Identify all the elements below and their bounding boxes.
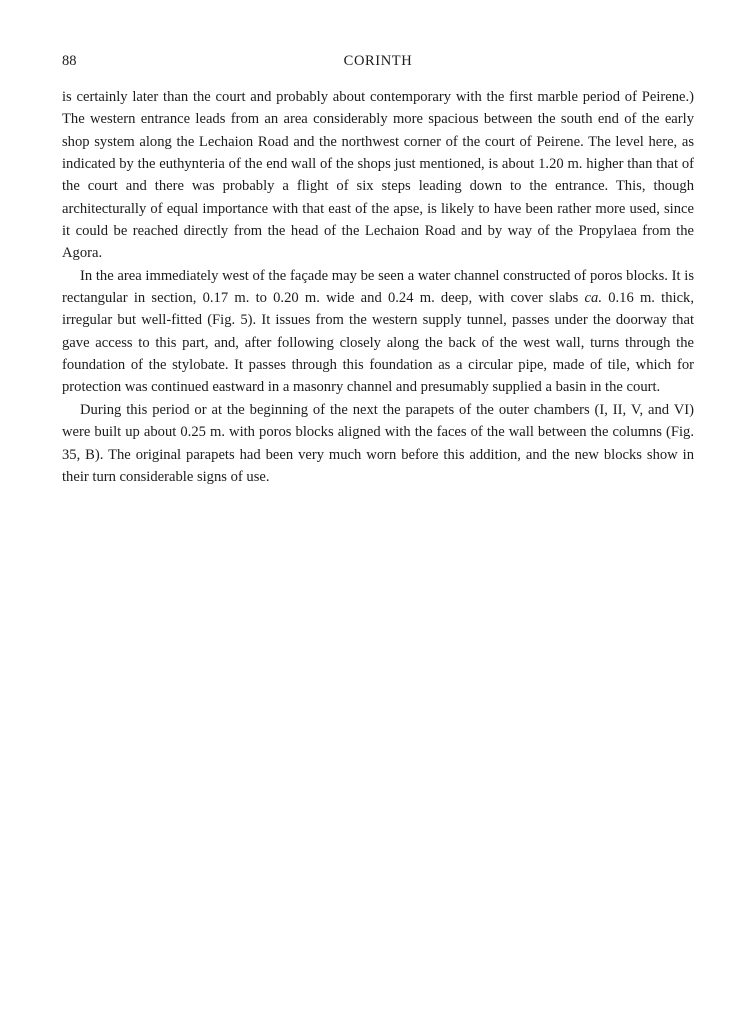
page-number: 88 [62,53,77,69]
paragraph-2-text-a: In the area immediately west of the façade may be seen a water channel constructed of poros blocks. It is rectangular in section, 0.17 m. to 0.20 m. wide and 0.24 m. deep, with cover slabs [62,267,694,307]
paragraph-1 [62,86,694,265]
paragraph-3 [62,399,694,488]
paragraph-2-text-b: 0.16 m. thick, irregular but well-fitted (Fig. 5). It issues from the western supply tunnel, passes under the doorway that gave access to this part, and, after following closely along the back of the west wall, turns through the foundation of the stylobate. It passes through this foundation as a circular pipe, made of tile, which for protection was continued eastward in a masonry channel and presumably supplied a basin in the court. [62,290,694,396]
paragraph-3-text: During this period or at the beginning of the next the parapets of the outer chambers (I, II, V, and VI) were built up about 0.25 m. with poros blocks aligned with the faces of the wall between the columns (Fig. 35, B). The original parapets had been very much worn before this addition, and the new blocks show in their turn considerable signs of use. [62,401,694,485]
running-head [62,52,694,74]
page [62,52,694,488]
body-text [62,86,694,488]
circa-abbreviation: ca. [584,290,602,307]
paragraph-1-text: is certainly later than the court and probably about contemporary with the first marble period of Peirene.) The western entrance leads from an area considerably more spacious between the south end of the early shop system along the Lechaion Road and the northwest corner of the court of Peirene. The level here, as indicated by the euthynteria of the end wall of the shops just mentioned, is about 1.20 m. higher than that of the court and there was probably a flight of six steps leading down to the entrance. This, though architecturally of equal importance with that east of the apse, is likely to have been rather more used, since it could be reached directly from the head of the Lechaion Road and by way of the Propylaea from the Agora. [62,89,694,262]
paragraph-2 [62,265,694,399]
running-title: CORINTH [343,53,413,69]
